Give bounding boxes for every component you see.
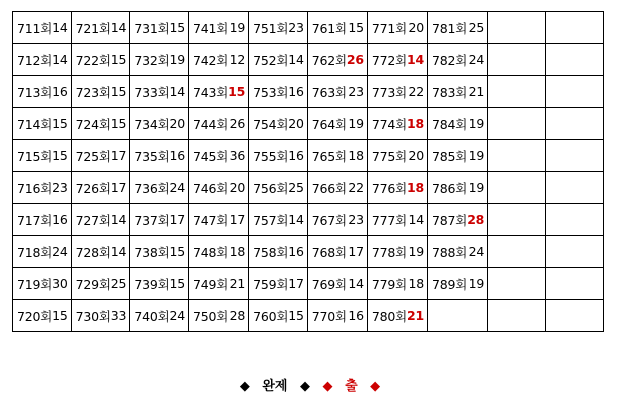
table-cell <box>307 236 367 268</box>
draw-count: 16 <box>288 84 304 99</box>
table-cell <box>249 236 308 268</box>
table-cell <box>188 236 248 268</box>
draw-count: 18 <box>229 244 246 259</box>
draw-count: 18 <box>407 116 425 131</box>
table-cell <box>13 172 72 204</box>
draw-count: 12 <box>229 52 246 67</box>
table-cell <box>130 12 189 44</box>
diamond-icon: ◆ <box>322 379 333 394</box>
table-cell <box>130 108 189 140</box>
table-row <box>13 76 604 108</box>
table-cell <box>188 108 248 140</box>
draw-count: 15 <box>228 84 246 99</box>
draw-label: 739회 <box>134 276 170 292</box>
draw-label: 734회 <box>134 116 170 132</box>
table-cell <box>546 76 604 108</box>
draw-label: 746회 <box>192 180 229 196</box>
draw-count: 25 <box>468 20 485 35</box>
draw-label: 766회 <box>311 180 347 196</box>
draw-count: 15 <box>288 308 304 323</box>
diamond-icon: ◆ <box>300 379 311 394</box>
draw-label: 748회 <box>192 244 229 260</box>
table-cell <box>13 204 72 236</box>
draw-count: 24 <box>468 244 485 259</box>
table-cell <box>13 268 72 300</box>
draw-label: 740회 <box>134 308 170 324</box>
draw-label: 778회 <box>371 244 408 260</box>
draw-count: 22 <box>408 84 425 99</box>
table-cell <box>428 76 488 108</box>
table-cell <box>367 172 427 204</box>
table-cell <box>249 76 308 108</box>
table-cell <box>488 204 546 236</box>
draw-label: 719회 <box>17 276 53 292</box>
table-cell <box>367 140 427 172</box>
draw-count: 14 <box>288 212 304 227</box>
draw-label: 745회 <box>192 148 229 164</box>
draw-label: 779회 <box>371 276 408 292</box>
table-cell <box>249 44 308 76</box>
table-cell <box>546 204 604 236</box>
draw-count: 14 <box>407 52 425 67</box>
draw-count: 19 <box>169 52 185 67</box>
draw-count: 17 <box>229 212 246 227</box>
draw-count: 20 <box>229 180 246 195</box>
table-cell <box>488 12 546 44</box>
draw-label: 729회 <box>75 276 111 292</box>
draw-count: 14 <box>288 52 304 67</box>
draw-label: 722회 <box>75 52 111 68</box>
draw-count: 19 <box>408 244 425 259</box>
table-row <box>13 108 604 140</box>
table-cell <box>188 300 248 332</box>
draw-count: 36 <box>229 148 246 163</box>
draw-label: 787회 <box>432 212 468 228</box>
draw-count: 24 <box>468 52 485 67</box>
draw-count: 21 <box>229 276 246 291</box>
draw-count: 14 <box>408 212 425 227</box>
draw-label: 785회 <box>432 148 468 164</box>
draw-label: 731회 <box>134 20 170 36</box>
draw-label: 768회 <box>311 244 347 260</box>
table-cell <box>546 44 604 76</box>
draw-label: 753회 <box>253 84 289 100</box>
draw-count: 28 <box>229 308 246 323</box>
draw-label: 741회 <box>192 20 229 36</box>
draw-count: 22 <box>348 180 364 195</box>
draw-count: 15 <box>169 244 185 259</box>
table-cell <box>71 204 130 236</box>
draw-label: 713회 <box>17 84 53 100</box>
table-cell <box>307 172 367 204</box>
table-cell <box>71 76 130 108</box>
draw-label: 742회 <box>192 52 229 68</box>
table-row <box>13 44 604 76</box>
draw-count: 17 <box>169 212 185 227</box>
draw-count: 26 <box>346 52 364 67</box>
table-row <box>13 236 604 268</box>
table-cell <box>71 12 130 44</box>
draw-count: 33 <box>110 308 127 323</box>
table-cell <box>130 236 189 268</box>
draw-count: 15 <box>52 116 68 131</box>
table-cell <box>428 140 488 172</box>
table-cell <box>71 108 130 140</box>
draw-count: 15 <box>52 148 68 163</box>
draw-count: 14 <box>52 20 68 35</box>
table-row <box>13 204 604 236</box>
table-cell <box>367 236 427 268</box>
table-cell <box>428 236 488 268</box>
table-cell <box>488 44 546 76</box>
draw-label: 758회 <box>253 244 289 260</box>
draw-count: 16 <box>348 308 364 323</box>
draw-count: 20 <box>408 148 425 163</box>
draw-label: 712회 <box>17 52 53 68</box>
table-cell <box>367 12 427 44</box>
draw-count: 15 <box>110 52 127 67</box>
draw-label: 752회 <box>253 52 289 68</box>
draw-label: 720회 <box>17 308 53 324</box>
draw-label: 775회 <box>371 148 408 164</box>
footer-text-out: 출 <box>345 379 358 394</box>
draw-label: 730회 <box>75 308 111 324</box>
draw-count: 23 <box>348 212 364 227</box>
table-cell <box>249 12 308 44</box>
draw-label: 717회 <box>17 212 53 228</box>
draw-count: 14 <box>110 244 127 259</box>
draw-count: 23 <box>52 180 68 195</box>
table-cell <box>130 268 189 300</box>
draw-count-table <box>12 11 604 332</box>
draw-count: 16 <box>288 244 304 259</box>
draw-count: 15 <box>348 20 364 35</box>
draw-label: 749회 <box>192 276 229 292</box>
table-row <box>13 140 604 172</box>
table-cell <box>71 300 130 332</box>
table-cell <box>367 268 427 300</box>
draw-label: 744회 <box>192 116 229 132</box>
draw-label: 760회 <box>253 308 289 324</box>
table-cell <box>307 268 367 300</box>
draw-count: 20 <box>169 116 185 131</box>
draw-label: 755회 <box>253 148 289 164</box>
draw-label: 721회 <box>75 20 111 36</box>
table-cell <box>307 12 367 44</box>
draw-label: 716회 <box>17 180 53 196</box>
table-cell <box>249 204 308 236</box>
table-cell <box>367 76 427 108</box>
draw-label: 725회 <box>75 148 111 164</box>
draw-count: 14 <box>169 84 185 99</box>
table-cell <box>488 236 546 268</box>
draw-label: 786회 <box>432 180 468 196</box>
table-cell <box>307 44 367 76</box>
draw-count: 14 <box>52 52 68 67</box>
draw-label: 761회 <box>311 20 347 36</box>
table-cell <box>488 268 546 300</box>
table-cell <box>488 108 546 140</box>
table-cell <box>367 300 427 332</box>
table-cell <box>546 236 604 268</box>
draw-count: 16 <box>288 148 304 163</box>
table-cell <box>188 12 248 44</box>
table-cell <box>488 300 546 332</box>
footer-text-complete: 완제 <box>262 379 288 394</box>
draw-label: 765회 <box>311 148 347 164</box>
draw-count: 18 <box>407 180 425 195</box>
draw-count: 17 <box>110 180 127 195</box>
table-cell <box>546 268 604 300</box>
draw-label: 715회 <box>17 148 53 164</box>
draw-label: 777회 <box>371 212 408 228</box>
draw-label: 737회 <box>134 212 170 228</box>
draw-count: 23 <box>348 84 364 99</box>
draw-label: 788회 <box>432 244 468 260</box>
draw-count: 16 <box>169 148 185 163</box>
draw-label: 751회 <box>253 20 289 36</box>
table-cell <box>71 44 130 76</box>
draw-label: 735회 <box>134 148 170 164</box>
draw-label: 747회 <box>192 212 229 228</box>
table-cell <box>249 140 308 172</box>
table-cell <box>488 172 546 204</box>
draw-label: 772회 <box>371 52 408 68</box>
table-cell <box>428 204 488 236</box>
diamond-icon: ◆ <box>370 379 381 394</box>
draw-count: 25 <box>110 276 127 291</box>
draw-label: 759회 <box>253 276 289 292</box>
table-cell <box>546 172 604 204</box>
table-cell <box>488 140 546 172</box>
table-cell <box>249 300 308 332</box>
draw-count: 15 <box>169 20 185 35</box>
draw-count: 21 <box>468 84 485 99</box>
table-cell <box>546 108 604 140</box>
table-cell <box>188 172 248 204</box>
table-cell <box>188 44 248 76</box>
draw-label: 738회 <box>134 244 170 260</box>
draw-count: 16 <box>52 84 68 99</box>
table-cell <box>188 204 248 236</box>
table-cell <box>428 172 488 204</box>
table-cell <box>249 108 308 140</box>
draw-count: 16 <box>52 212 68 227</box>
draw-count: 28 <box>467 212 485 227</box>
table-cell <box>130 76 189 108</box>
table-cell <box>546 12 604 44</box>
table-row <box>13 172 604 204</box>
draw-label: 723회 <box>75 84 111 100</box>
table-cell <box>188 268 248 300</box>
draw-label: 711회 <box>17 20 53 36</box>
draw-label: 756회 <box>253 180 289 196</box>
table-cell <box>130 44 189 76</box>
table-cell <box>307 140 367 172</box>
draw-label: 726회 <box>75 180 111 196</box>
table-cell <box>130 172 189 204</box>
draw-count: 19 <box>229 20 246 35</box>
table-cell <box>488 76 546 108</box>
draw-count: 19 <box>468 180 485 195</box>
draw-label: 783회 <box>432 84 468 100</box>
draw-label: 736회 <box>134 180 170 196</box>
draw-label: 773회 <box>371 84 408 100</box>
table-row <box>13 268 604 300</box>
table-cell <box>546 140 604 172</box>
table-cell <box>367 108 427 140</box>
draw-label: 769회 <box>311 276 347 292</box>
draw-label: 763회 <box>311 84 347 100</box>
draw-count: 23 <box>288 20 304 35</box>
table-cell <box>367 204 427 236</box>
draw-count: 15 <box>110 116 127 131</box>
draw-count: 26 <box>229 116 246 131</box>
table-cell <box>13 108 72 140</box>
draw-label: 771회 <box>371 20 408 36</box>
draw-label: 732회 <box>134 52 170 68</box>
draw-count: 20 <box>408 20 425 35</box>
draw-count: 17 <box>110 148 127 163</box>
table-cell <box>428 44 488 76</box>
draw-label: 724회 <box>75 116 111 132</box>
draw-count: 17 <box>288 276 304 291</box>
table-row <box>13 300 604 332</box>
table-cell <box>188 140 248 172</box>
draw-label: 743회 <box>192 84 229 100</box>
table-cell <box>367 44 427 76</box>
table-cell <box>13 236 72 268</box>
draw-label: 789회 <box>432 276 468 292</box>
table-cell <box>13 300 72 332</box>
draw-count: 25 <box>288 180 304 195</box>
draw-label: 757회 <box>253 212 289 228</box>
table-cell <box>130 140 189 172</box>
table-cell <box>307 76 367 108</box>
table-cell <box>428 300 488 332</box>
draw-count: 19 <box>348 116 364 131</box>
table-cell <box>13 12 72 44</box>
table-cell <box>249 172 308 204</box>
draw-count: 24 <box>169 180 185 195</box>
draw-count: 15 <box>110 84 127 99</box>
draw-count: 18 <box>348 148 364 163</box>
draw-count: 14 <box>110 212 127 227</box>
table-cell <box>307 204 367 236</box>
draw-count: 19 <box>468 148 485 163</box>
diamond-icon: ◆ <box>239 379 250 394</box>
table-cell <box>71 140 130 172</box>
draw-count: 18 <box>408 276 425 291</box>
draw-label: 781회 <box>432 20 468 36</box>
draw-count: 14 <box>348 276 364 291</box>
table-cell <box>13 44 72 76</box>
table-row <box>13 12 604 44</box>
table-cell <box>71 268 130 300</box>
table-cell <box>546 300 604 332</box>
draw-label: 767회 <box>311 212 347 228</box>
draw-label: 770회 <box>311 308 347 324</box>
table-cell <box>428 108 488 140</box>
draw-label: 727회 <box>75 212 111 228</box>
draw-label: 784회 <box>432 116 468 132</box>
table-cell <box>13 76 72 108</box>
draw-label: 776회 <box>371 180 408 196</box>
draw-count: 14 <box>110 20 127 35</box>
draw-count: 24 <box>169 308 185 323</box>
draw-label: 714회 <box>17 116 53 132</box>
draw-count: 24 <box>52 244 68 259</box>
draw-label: 754회 <box>253 116 289 132</box>
draw-label: 782회 <box>432 52 468 68</box>
draw-label: 733회 <box>134 84 170 100</box>
table-cell <box>307 300 367 332</box>
table-cell <box>13 140 72 172</box>
draw-count: 17 <box>348 244 364 259</box>
draw-count: 15 <box>52 308 68 323</box>
draw-label: 718회 <box>17 244 53 260</box>
table-cell <box>249 268 308 300</box>
table-cell <box>428 268 488 300</box>
draw-label: 774회 <box>371 116 408 132</box>
table-cell <box>130 300 189 332</box>
table-cell <box>428 12 488 44</box>
table-cell <box>130 204 189 236</box>
draw-count: 30 <box>52 276 68 291</box>
footer-legend <box>0 375 620 394</box>
draw-label: 750회 <box>192 308 229 324</box>
table-cell <box>188 76 248 108</box>
table-cell <box>307 108 367 140</box>
draw-label: 780회 <box>371 308 408 324</box>
table-cell <box>71 172 130 204</box>
draw-count: 21 <box>407 308 425 323</box>
draw-count: 20 <box>288 116 304 131</box>
draw-count: 15 <box>169 276 185 291</box>
table-cell <box>71 236 130 268</box>
draw-label: 764회 <box>311 116 347 132</box>
draw-count: 19 <box>468 276 485 291</box>
draw-label: 762회 <box>311 52 347 68</box>
draw-label: 728회 <box>75 244 111 260</box>
draw-count: 19 <box>468 116 485 131</box>
